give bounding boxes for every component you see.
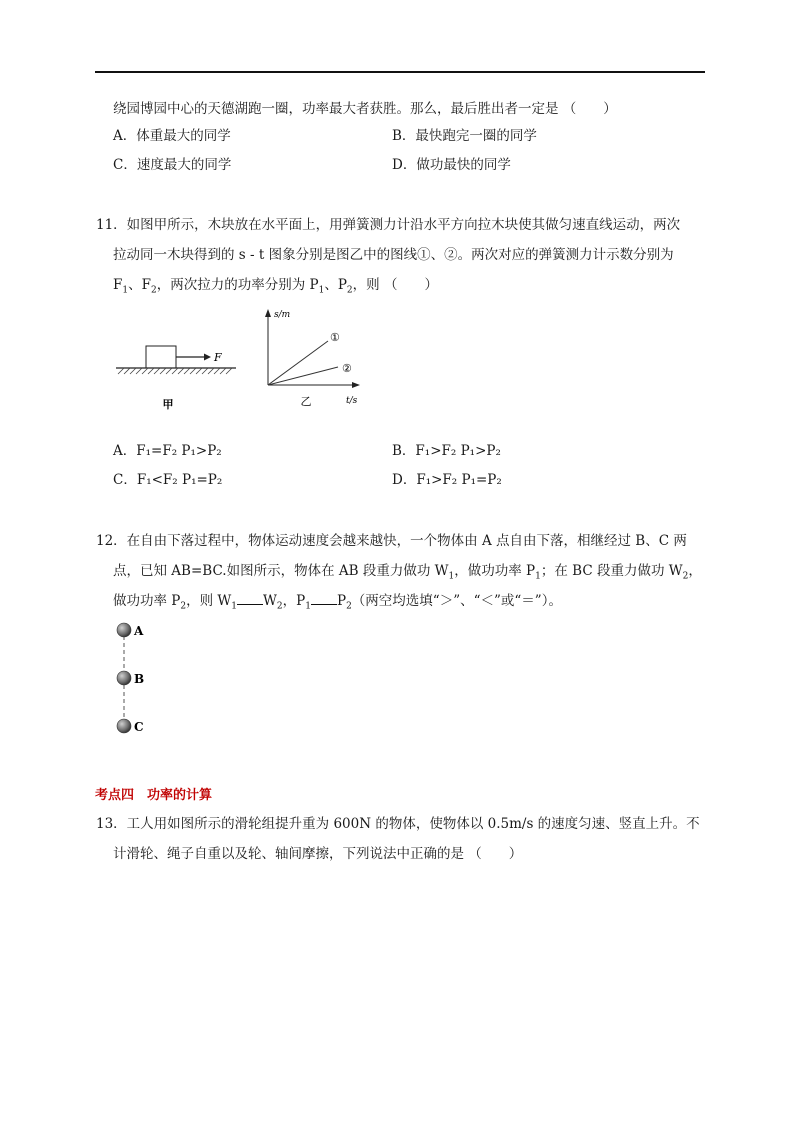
q12-line-2: 点，已知 AB=BC.如图所示，物体在 AB 段重力做功 $W_1$，做功功率 $P_1$；在 BC 段重力做功 $W_2$， bbox=[113, 563, 702, 582]
figure-yi bbox=[258, 305, 368, 410]
q10-option-b: B．最快跑完一圈的同学 bbox=[392, 128, 537, 144]
x-axis-label: t/s bbox=[346, 396, 358, 406]
section-title: 考点四 功率的计算 bbox=[95, 788, 213, 803]
ball-b bbox=[117, 671, 131, 685]
figure-falling-object bbox=[112, 618, 172, 738]
figure-jia bbox=[112, 340, 242, 412]
q11-option-a: A．F₁=F₂ P₁>P₂ bbox=[113, 443, 222, 459]
q10-stem-tail: 绕园博园中心的天德湖跑一圈，功率最大者获胜。那么，最后胜出者一定是 （ ） bbox=[113, 101, 617, 117]
wood-block bbox=[146, 346, 176, 368]
q13-line-2: 计滑轮、绳子自重以及轮、轴间摩擦，下列说法中正确的是 （ ） bbox=[113, 846, 523, 862]
force-arrow-head bbox=[204, 354, 211, 361]
q11-line-3: $F_1$、$F_2$，两次拉力的功率分别为 $P_1$、$P_2$，则 （ ） bbox=[113, 277, 438, 296]
q10-option-a: A．体重最大的同学 bbox=[113, 128, 231, 144]
q10-option-d: D．做功最快的同学 bbox=[392, 157, 511, 173]
header-rule bbox=[95, 71, 705, 73]
force-label: F bbox=[214, 351, 222, 364]
y-axis-label: s/m bbox=[274, 310, 291, 320]
point-c-label: C bbox=[134, 720, 144, 734]
answer-blank-1[interactable] bbox=[237, 592, 263, 605]
graph-line-2 bbox=[268, 367, 338, 385]
graph-line-1-label: ① bbox=[330, 331, 340, 344]
graph-line-2-label: ② bbox=[342, 362, 352, 375]
q11-line-1: 11．如图甲所示，木块放在水平面上，用弹簧测力计沿水平方向拉木块使其做匀速直线运动，两次 bbox=[96, 217, 681, 233]
point-b-label: B bbox=[134, 672, 145, 686]
y-axis-arrow bbox=[265, 309, 271, 317]
graph-line-1 bbox=[268, 341, 328, 385]
x-axis-arrow bbox=[352, 382, 360, 388]
q11-option-c: C．F₁<F₂ P₁=P₂ bbox=[113, 472, 223, 488]
figure-jia-caption: 甲 bbox=[162, 398, 174, 411]
q10-option-c: C．速度最大的同学 bbox=[113, 157, 232, 173]
q11-option-d: D．F₁>F₂ P₁=P₂ bbox=[392, 472, 502, 488]
ground-hatching bbox=[118, 368, 232, 374]
q11-option-b: B．F₁>F₂ P₁>P₂ bbox=[392, 443, 501, 459]
ball-a bbox=[117, 623, 131, 637]
q12-line-3: 做功功率 $P_2$，则 $W_1$ $W_2$，$P_1$ $P_2$（两空均选填“＞”、“＜”或“＝”）。 bbox=[113, 593, 562, 612]
ball-c bbox=[117, 719, 131, 733]
q12-line-1: 12．在自由下落过程中，物体运动速度会越来越快，一个物体由 A 点自由下落，相继经过 B、C 两 bbox=[96, 533, 687, 549]
answer-blank-2[interactable] bbox=[311, 592, 337, 605]
q11-line-2: 拉动同一木块得到的 s - t 图象分别是图乙中的图线①、②。两次对应的弹簧测力计示数分别为 bbox=[113, 247, 674, 263]
q13-line-1: 13．工人用如图所示的滑轮组提升重为 600N 的物体，使物体以 0.5m/s 的速度匀速、竖直上升。不 bbox=[96, 816, 700, 832]
figure-yi-caption: 乙 bbox=[300, 395, 312, 408]
point-a-label: A bbox=[134, 624, 144, 638]
